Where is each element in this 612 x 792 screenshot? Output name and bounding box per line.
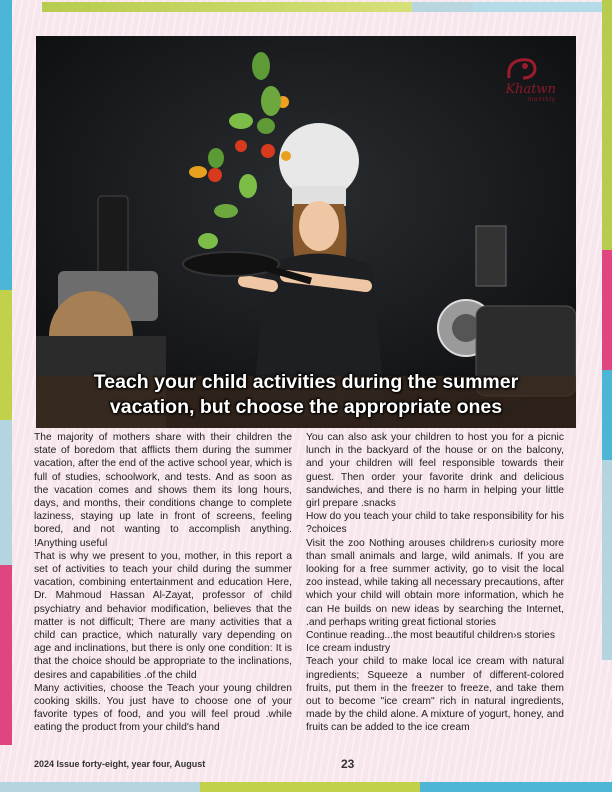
left-accent-strip bbox=[0, 0, 12, 290]
right-accent-strip bbox=[602, 250, 612, 370]
section-heading: Ice cream industry bbox=[306, 643, 391, 655]
blender-jar bbox=[98, 196, 128, 276]
right-accent-strip bbox=[602, 0, 612, 250]
logo-subtitle: monthly bbox=[527, 97, 556, 103]
right-accent-strip bbox=[602, 370, 612, 460]
logo-emblem-icon bbox=[505, 56, 539, 82]
paragraph: How do you teach your child to take responsibility for his ?choices bbox=[306, 511, 564, 536]
page-number: 23 bbox=[341, 757, 355, 771]
paragraph: That is why we present to you, mother, in this report a set of activities to teach your child during the summer vacation, combining entertainment and education Here, Dr. Mahmoud Hassan Al-Zayat, professor of child psychiatry and behavior modification, believes that the matter is not difficult; There are many activities that a child can practice, which naturally vary depending on age and inclinations, but there is only one condition: It is that the choice should be appropriate to the inclinations, desires and capabilities .of the child bbox=[34, 550, 292, 681]
article-headline bbox=[36, 370, 576, 420]
left-text-column bbox=[34, 431, 292, 735]
paragraph: Teach your child to make local ice cream with natural ingredients; Squeeze a number of different-colored fruits, put them in the freezer to freeze, and take them out to become "ice cream" rich in natural ingredients, made by the child alone. A mixture of yogurt, honey, and fruits can be added to the ice cream bbox=[306, 656, 564, 734]
right-accent-strip bbox=[602, 460, 612, 660]
right-text-column bbox=[306, 431, 564, 735]
continue-reading-link[interactable]: Continue reading...the most beautiful children›s stories bbox=[306, 630, 555, 642]
frying-pan bbox=[183, 252, 279, 276]
headline-line-2: vacation, but choose the appropriate ones bbox=[109, 396, 503, 418]
grinder-hopper bbox=[476, 226, 506, 286]
left-accent-strip bbox=[0, 420, 12, 565]
magazine-logo bbox=[505, 56, 556, 103]
paragraph: The majority of mothers share with their children the state of boredom that afflicts them during the summer vacation, after the end of the active school year, which is full of studies, schoolwork, and tests. And as soon as the vacation comes and shows them its long hours, days, and months, their conditions change to complete laziness, staying up late in front of screens, feeling bored, and not wanting to accomplish anything. !Anything useful bbox=[34, 432, 292, 549]
top-color-bar bbox=[42, 2, 612, 12]
paragraph: Many activities, choose the Teach your young children cooking skills. You just have to choose one of your favorite types of food, and you will feel proud .while eating the product from your child's hand bbox=[34, 682, 292, 734]
bottom-color-bar bbox=[0, 782, 612, 792]
paragraph: Visit the zoo Nothing arouses children›s curiosity more than small animals and large, wild animals. If you are looking for a free summer activity, go to visit the local zoo instead, while taking all necessary precautions, after which your child will obtain more information, which he can He builds on new ideas by searching the Internet, .and perhaps writing great fictional stories bbox=[306, 537, 564, 628]
logo-text: Khatwn bbox=[505, 82, 556, 97]
paragraph: You can also ask your children to host you for a picnic lunch in the backyard of the house or on the balcony, and your children will feel responsible towards their guest. Then order your favorite drink and delicious sandwiches, and there is no harm in helping your little girl prepare .snacks bbox=[306, 432, 564, 510]
issue-info: 2024 Issue forty-eight, year four, August bbox=[34, 759, 206, 769]
left-accent-strip bbox=[0, 290, 12, 420]
left-accent-strip bbox=[0, 565, 12, 745]
hero-photo bbox=[36, 36, 576, 428]
headline-line-1: Teach your child activities during the summer bbox=[93, 371, 519, 393]
arm bbox=[244, 281, 272, 286]
face bbox=[299, 201, 339, 251]
